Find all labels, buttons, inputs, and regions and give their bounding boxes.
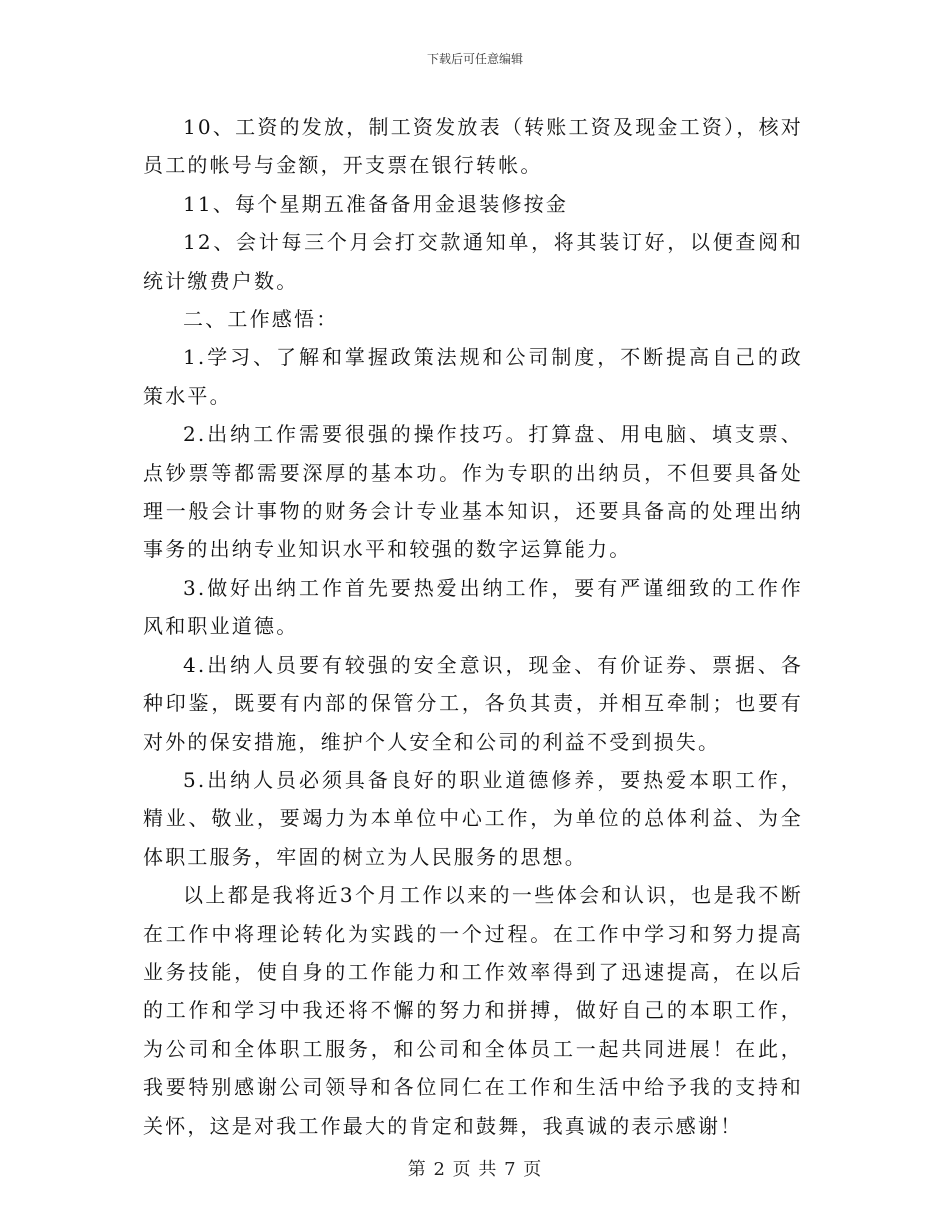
document-body: [143, 108, 803, 1145]
paragraph-item-10: 10、工资的发放，制工资发放表（转账工资及现金工资），核对员工的帐号与金额，开支票在银行转帐。: [143, 115, 803, 178]
page-number-footer: 第 2 页 共 7 页: [407, 1159, 543, 1180]
section-heading-work-insights: 二、工作感悟：: [183, 307, 339, 332]
closing-paragraph: 以上都是我将近3个月工作以来的一些体会和认识，也是我不断在工作中将理论转化为实践的一个过程。在工作中学习和努力提高业务技能，使自身的工作能力和工作效率得到了迅速提高，在以后的工作和学习中我还将不懈的努力和拼搏，做好自己的本职工作，为公司和全体职工服务，和公司和全体员工一起共同进展！在此，我要特别感谢公司领导和各位同仁在工作和生活中给予我的支持和关怀，这是对我工作最大的肯定和鼓舞，我真诚的表示感谢！: [143, 883, 803, 1138]
paragraph-item-12: 12、会计每三个月会打交款通知单，将其装订好，以便查阅和统计缴费户数。: [143, 230, 803, 293]
insight-paragraph-3: 3.做好出纳工作首先要热爱出纳工作，要有严谨细致的工作作风和职业道德。: [143, 575, 803, 639]
page-header: 下载后可任意编辑: [426, 52, 523, 66]
insight-paragraph-4: 4.出纳人员要有较强的安全意识，现金、有价证券、票据、各种印鉴，既要有内部的保管分工，各负其责，并相互牵制；也要有对外的保安措施，维护个人安全和公司的利益不受到损失。: [143, 652, 803, 754]
insight-paragraph-2: 2.出纳工作需要很强的操作技巧。打算盘、用电脑、填支票、点钞票等都需要深厚的基本功。作为专职的出纳员，不但要具备处理一般会计事物的财务会计专业基本知识，还要具备高的处理出纳事务的出纳专业知识水平和较强的数字运算能力。: [143, 422, 803, 562]
insight-paragraph-5: 5.出纳人员必须具备良好的职业道德修养，要热爱本职工作，精业、敬业，要竭力为本单位中心工作，为单位的总体利益、为全体职工服务，牢固的树立为人民服务的思想。: [143, 767, 803, 869]
insight-paragraph-1: 1.学习、了解和掌握政策法规和公司制度，不断提高自己的政策水平。: [143, 345, 803, 408]
paragraph-item-11: 11、每个星期五准备备用金退装修按金: [183, 191, 569, 216]
